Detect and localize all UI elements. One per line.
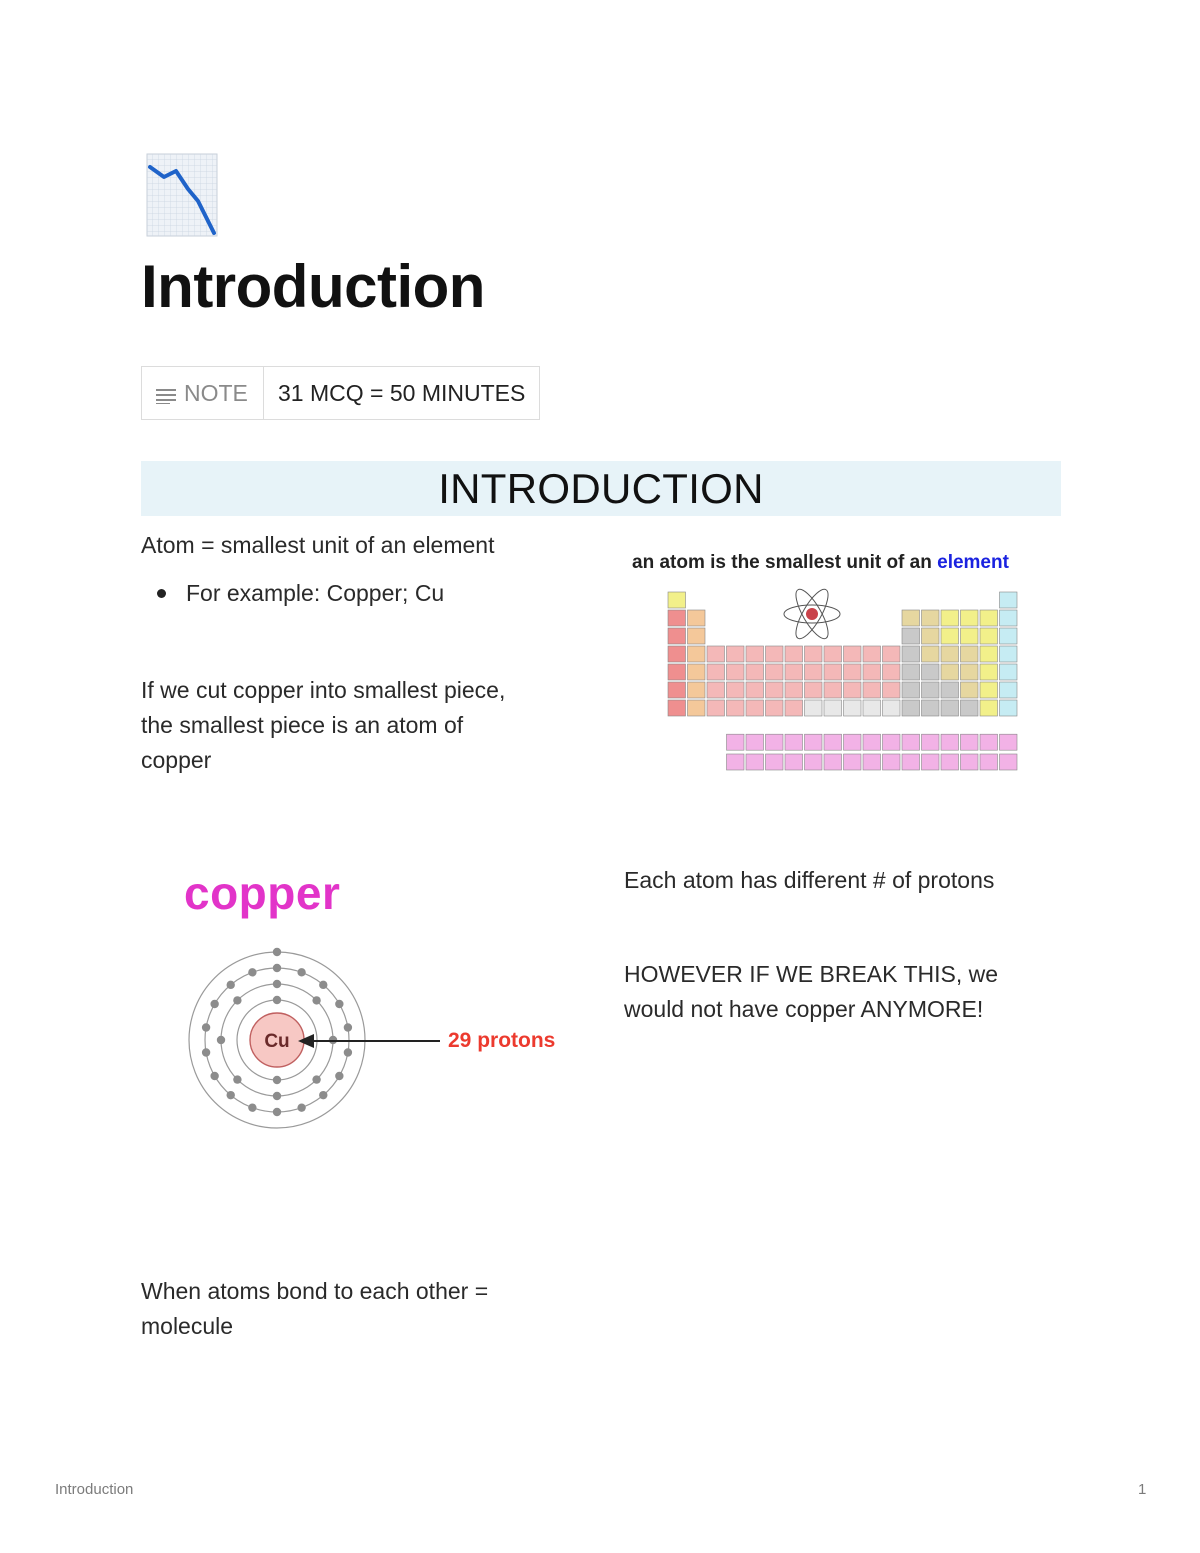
electron (217, 1036, 225, 1044)
element-cell (941, 610, 959, 626)
bullet-icon (157, 589, 166, 598)
element-cell (746, 700, 764, 716)
element-cell (766, 734, 784, 750)
element-cell (961, 610, 979, 626)
element-cell (902, 754, 920, 770)
electron (273, 1076, 281, 1084)
element-cell (1000, 682, 1018, 698)
element-cell (668, 664, 686, 680)
element-cell (922, 734, 940, 750)
element-cell (805, 700, 823, 716)
element-cell (1000, 592, 1018, 608)
element-cell (961, 734, 979, 750)
element-cell (668, 682, 686, 698)
element-cell (980, 628, 998, 644)
electron (202, 1048, 210, 1056)
electron (273, 996, 281, 1004)
element-cell (746, 734, 764, 750)
element-cell (902, 734, 920, 750)
element-cell (863, 646, 881, 662)
electron (297, 968, 305, 976)
element-cell (746, 682, 764, 698)
caption-highlight: element (937, 552, 1009, 573)
chart-decreasing-icon (146, 153, 218, 237)
element-cell (883, 700, 901, 716)
element-cell (980, 682, 998, 698)
element-cell (883, 734, 901, 750)
property-name-cell (142, 367, 264, 419)
periodic-figure-caption (632, 552, 1009, 574)
electron (202, 1023, 210, 1031)
element-cell (961, 646, 979, 662)
electron (319, 981, 327, 989)
electron (344, 1048, 352, 1056)
electron (319, 1091, 327, 1099)
element-cell (688, 610, 706, 626)
electron (233, 996, 241, 1004)
element-cell (961, 682, 979, 698)
element-cell (922, 754, 940, 770)
element-cell (941, 628, 959, 644)
element-cell (805, 664, 823, 680)
element-cell (941, 734, 959, 750)
paragraph-line: the smallest piece is an atom of (141, 712, 464, 738)
however-paragraph (624, 957, 1054, 1027)
electron (344, 1023, 352, 1031)
cut-copper-paragraph (141, 673, 571, 778)
element-cell (980, 700, 998, 716)
element-cell (844, 646, 862, 662)
element-cell (980, 754, 998, 770)
element-cell (961, 628, 979, 644)
element-cell (883, 754, 901, 770)
element-cell (688, 628, 706, 644)
electron (335, 1072, 343, 1080)
element-cell (824, 700, 842, 716)
element-cell (1000, 734, 1018, 750)
element-cell (805, 754, 823, 770)
caption-text: an atom is the smallest unit of an (632, 552, 938, 573)
element-cell (668, 646, 686, 662)
element-cell (844, 682, 862, 698)
element-cell (980, 664, 998, 680)
page-title: Introduction (141, 253, 485, 320)
element-cell (941, 700, 959, 716)
protons-statement: Each atom has different # of protons (624, 867, 995, 893)
element-cell (1000, 664, 1018, 680)
property-value[interactable]: 31 MCQ = 50 MINUTES (278, 379, 526, 406)
element-cell (766, 700, 784, 716)
paragraph-line: molecule (141, 1313, 234, 1339)
element-cell (824, 734, 842, 750)
element-cell (1000, 646, 1018, 662)
electron (273, 980, 281, 988)
element-cell (688, 646, 706, 662)
element-cell (766, 664, 784, 680)
electron (227, 981, 235, 989)
element-cell (844, 664, 862, 680)
element-cell (980, 646, 998, 662)
element-cell (1000, 700, 1018, 716)
electron (273, 948, 281, 956)
paragraph-line: If we cut copper into smallest piece, (141, 677, 506, 703)
element-cell (785, 664, 803, 680)
element-cell (727, 682, 745, 698)
element-cell (824, 646, 842, 662)
text-lines-icon (156, 383, 176, 410)
element-cell (668, 628, 686, 644)
element-cell (805, 646, 823, 662)
element-cell (844, 754, 862, 770)
element-cell (844, 700, 862, 716)
element-cell (863, 682, 881, 698)
element-cell (785, 700, 803, 716)
element-cell (980, 734, 998, 750)
electron (273, 1092, 281, 1100)
footer-title: Introduction (55, 1481, 134, 1498)
element-cell (785, 646, 803, 662)
electron (210, 1072, 218, 1080)
element-cell (727, 646, 745, 662)
page-number: 1 (1138, 1481, 1147, 1498)
periodic-table-graphic (664, 588, 1044, 778)
element-cell (922, 700, 940, 716)
electron (312, 996, 320, 1004)
element-cell (766, 754, 784, 770)
element-cell (707, 664, 725, 680)
element-cell (961, 664, 979, 680)
electron (273, 964, 281, 972)
element-cell (824, 754, 842, 770)
element-cell (902, 610, 920, 626)
electron (248, 968, 256, 976)
property-name: NOTE (184, 379, 248, 406)
electron (248, 1103, 256, 1111)
element-cell (922, 664, 940, 680)
element-cell (1000, 628, 1018, 644)
element-cell (668, 700, 686, 716)
list-item-text: For example: Copper; Cu (186, 580, 445, 606)
element-cell (707, 646, 725, 662)
element-cell (668, 592, 686, 608)
electron (233, 1075, 241, 1083)
electron (312, 1075, 320, 1083)
element-cell (746, 754, 764, 770)
element-cell (902, 682, 920, 698)
element-cell (707, 700, 725, 716)
copper-figure-title: copper (184, 867, 341, 919)
element-cell (902, 664, 920, 680)
element-cell (1000, 610, 1018, 626)
element-cell (707, 682, 725, 698)
element-cell (863, 700, 881, 716)
element-cell (824, 664, 842, 680)
element-cell (902, 646, 920, 662)
element-cell (727, 700, 745, 716)
molecule-paragraph (141, 1274, 571, 1344)
element-cell (883, 646, 901, 662)
atom-icon (784, 588, 840, 643)
element-cell (961, 700, 979, 716)
electron (227, 1091, 235, 1099)
element-cell (883, 682, 901, 698)
element-cell (785, 682, 803, 698)
paragraph-line: copper (141, 747, 212, 773)
element-cell (766, 682, 784, 698)
element-cell (980, 610, 998, 626)
element-cell (785, 754, 803, 770)
paragraph-line: would not have copper ANYMORE! (624, 996, 984, 1022)
element-cell (746, 646, 764, 662)
element-cell (727, 754, 745, 770)
element-cell (941, 646, 959, 662)
property-row (141, 366, 540, 420)
electron (273, 1108, 281, 1116)
element-cell (688, 664, 706, 680)
element-cell (922, 682, 940, 698)
paragraph-line: HOWEVER IF WE BREAK THIS, we (624, 961, 999, 987)
electron (297, 1103, 305, 1111)
element-cell (922, 610, 940, 626)
element-cell (785, 734, 803, 750)
section-heading (141, 461, 1061, 516)
element-cell (941, 682, 959, 698)
element-cell (727, 664, 745, 680)
element-cell (668, 610, 686, 626)
element-cell (824, 682, 842, 698)
element-cell (902, 628, 920, 644)
element-cell (922, 628, 940, 644)
section-heading-text: INTRODUCTION (438, 464, 764, 512)
element-cell (941, 664, 959, 680)
paragraph-line: When atoms bond to each other = (141, 1278, 489, 1304)
element-cell (727, 734, 745, 750)
element-cell (746, 664, 764, 680)
atom-definition: Atom = smallest unit of an element (141, 532, 495, 558)
periodic-table-image (664, 588, 1044, 778)
element-cell (844, 734, 862, 750)
list-item (141, 576, 444, 611)
electron (210, 1000, 218, 1008)
element-cell (941, 754, 959, 770)
element-cell (688, 682, 706, 698)
element-cell (863, 754, 881, 770)
element-cell (922, 646, 940, 662)
element-cell (805, 734, 823, 750)
element-cell (961, 754, 979, 770)
element-cell (805, 682, 823, 698)
element-cell (863, 664, 881, 680)
element-cell (766, 646, 784, 662)
element-cell (1000, 754, 1018, 770)
element-cell (902, 700, 920, 716)
protons-label: 29 protons (448, 1029, 556, 1052)
element-cell (688, 700, 706, 716)
nucleus-label: Cu (264, 1031, 290, 1052)
electron (335, 1000, 343, 1008)
element-cell (863, 734, 881, 750)
element-cell (883, 664, 901, 680)
